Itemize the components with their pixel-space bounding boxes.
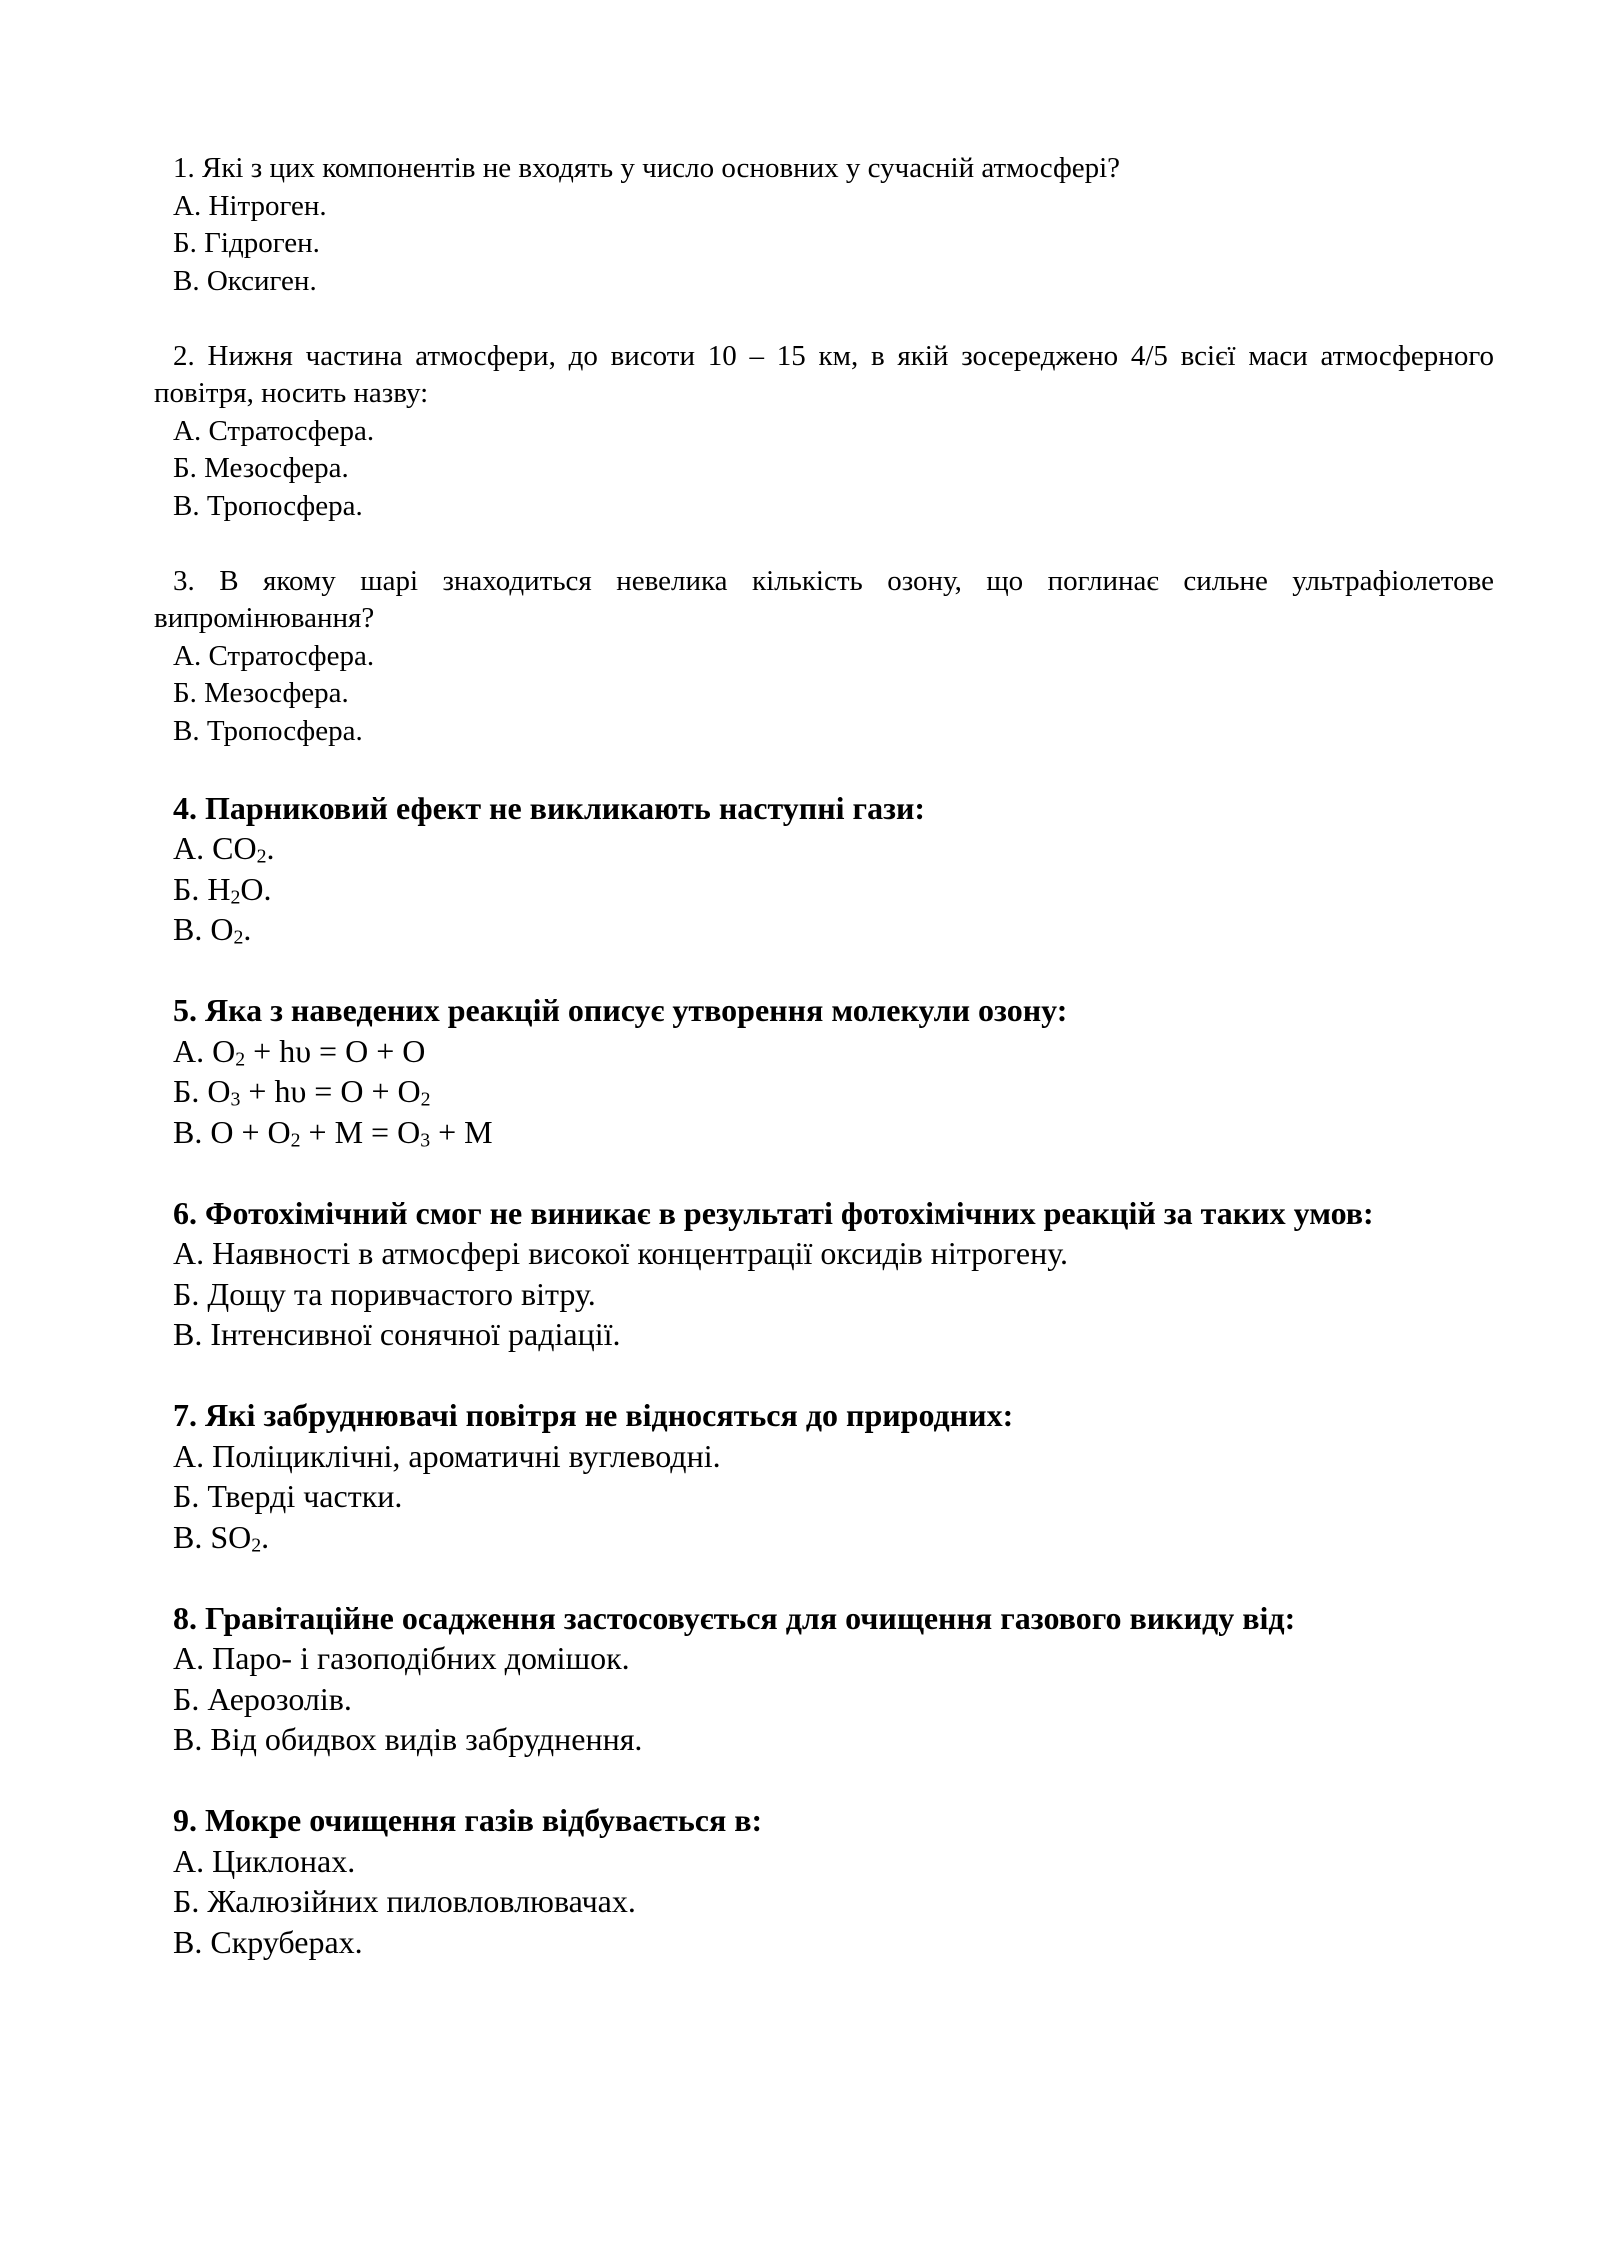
question-1-option-c: В. Оксиген. <box>173 264 317 297</box>
question-4-stem: 4. Парниковий ефект не викликають наступні гази: <box>173 789 926 826</box>
formula-text: + hυ = O + O <box>240 1073 421 1109</box>
question-1-option-b: Б. Гідроген. <box>173 227 320 259</box>
question-6-option-c: В. Інтенсивної сонячної радіації. <box>173 1316 621 1352</box>
question-6-stem: 6. Фотохімічний смог не виникає в результаті фотохімічних реакцій за таких умов: <box>173 1194 1374 1231</box>
question-3 <box>154 563 1494 751</box>
question-5-stem: 5. Яка з наведених реакцій описує утворення молекули озону: <box>173 992 1068 1028</box>
question-1 <box>154 150 1494 300</box>
formula-text: . <box>261 1518 270 1555</box>
question-8-option-a: А. Паро- і газоподібних домішок. <box>173 1640 630 1676</box>
question-6 <box>154 1193 1494 1355</box>
formula-subscript: 2 <box>251 1534 262 1557</box>
formula-subscript: 2 <box>420 1088 431 1111</box>
formula-text: А. CO <box>173 830 257 866</box>
question-4-option-a <box>154 828 1494 869</box>
question-7-option-b: Б. Тверді частки. <box>173 1478 403 1514</box>
question-2-stem: 2. Нижня частина атмосфери, до висоти 10 – 15 км, в якій зосереджено 4/5 всієї маси атмосферного повітря, носить назву: <box>154 339 1494 409</box>
question-9 <box>154 1800 1494 1962</box>
formula-subscript: 2 <box>230 886 241 909</box>
question-3-stem: 3. В якому шарі знаходиться невелика кількість озону, що поглинає сильне ультрафіолетове випромінювання? <box>154 564 1494 634</box>
question-2 <box>154 338 1494 526</box>
question-7-stem: 7. Які забруднювачі повітря не відносяться до природних: <box>173 1397 1014 1433</box>
question-9-option-c: В. Скруберах. <box>173 1923 363 1960</box>
formula-text: В. O + O <box>173 1113 291 1150</box>
spacer <box>154 950 1494 991</box>
formula-text: + M <box>430 1113 493 1150</box>
formula-text: O. <box>240 870 272 907</box>
question-4-option-b <box>154 869 1494 910</box>
formula-subscript: 2 <box>233 926 244 949</box>
question-3-option-b: Б. Мезосфера. <box>173 677 349 709</box>
question-2-option-b: Б. Мезосфера. <box>173 452 349 484</box>
formula-text: В. SO <box>173 1518 252 1555</box>
question-4 <box>154 788 1494 950</box>
formula-text: + M = O <box>300 1113 421 1150</box>
formula-text: . <box>266 830 275 866</box>
formula-subscript: 2 <box>256 845 267 868</box>
formula-text: А. O <box>173 1032 236 1069</box>
question-5-option-c <box>154 1112 1494 1153</box>
document-page <box>154 150 1494 1962</box>
question-8-option-c: В. Від обидвох видів забруднення. <box>173 1721 643 1757</box>
spacer <box>154 525 1494 563</box>
question-7-option-a: А. Поліциклічні, ароматичні вуглеводні. <box>173 1437 721 1474</box>
question-7 <box>154 1395 1494 1557</box>
question-3-option-a: А. Стратосфера. <box>173 639 375 672</box>
question-8-stem: 8. Гравітаційне осадження застосовується для очищення газового викиду від: <box>173 1599 1296 1636</box>
question-2-option-c: В. Тропосфера. <box>173 489 363 522</box>
formula-text: . <box>243 911 252 947</box>
question-5-option-a <box>154 1031 1494 1072</box>
formula-subscript: 3 <box>230 1088 241 1111</box>
question-1-option-a: А. Нітроген. <box>173 189 327 222</box>
question-8 <box>154 1598 1494 1760</box>
spacer <box>154 1152 1494 1193</box>
formula-text: + hυ = O + O <box>245 1032 426 1069</box>
question-6-option-b: Б. Дощу та поривчастого вітру. <box>173 1275 596 1312</box>
question-8-option-b: Б. Аерозолів. <box>173 1680 352 1717</box>
question-9-option-b: Б. Жалюзійних пиловловлювачах. <box>173 1883 636 1919</box>
formula-subscript: 2 <box>290 1129 301 1152</box>
question-6-option-a: А. Наявності в атмосфері високої концентрації оксидів нітрогену. <box>173 1235 1068 1271</box>
question-2-option-a: А. Стратосфера. <box>173 414 375 447</box>
formula-text: В. O <box>173 911 234 947</box>
question-5-option-b <box>154 1071 1494 1112</box>
spacer <box>154 1557 1494 1598</box>
question-1-stem: 1. Які з цих компонентів не входять у число основних у сучасній атмосфері? <box>173 152 1121 184</box>
question-7-option-c <box>154 1517 1494 1558</box>
question-5 <box>154 990 1494 1152</box>
question-4-option-c <box>154 909 1494 950</box>
formula-text: Б. O <box>173 1073 231 1109</box>
question-3-option-c: В. Тропосфера. <box>173 714 363 747</box>
question-9-stem: 9. Мокре очищення газів відбувається в: <box>173 1802 763 1838</box>
formula-subscript: 3 <box>420 1129 431 1152</box>
spacer <box>154 1355 1494 1396</box>
question-9-option-a: А. Циклонах. <box>173 1842 356 1879</box>
spacer <box>154 300 1494 338</box>
formula-subscript: 2 <box>235 1048 246 1071</box>
spacer <box>154 750 1494 788</box>
formula-text: Б. H <box>173 870 231 907</box>
spacer <box>154 1760 1494 1801</box>
